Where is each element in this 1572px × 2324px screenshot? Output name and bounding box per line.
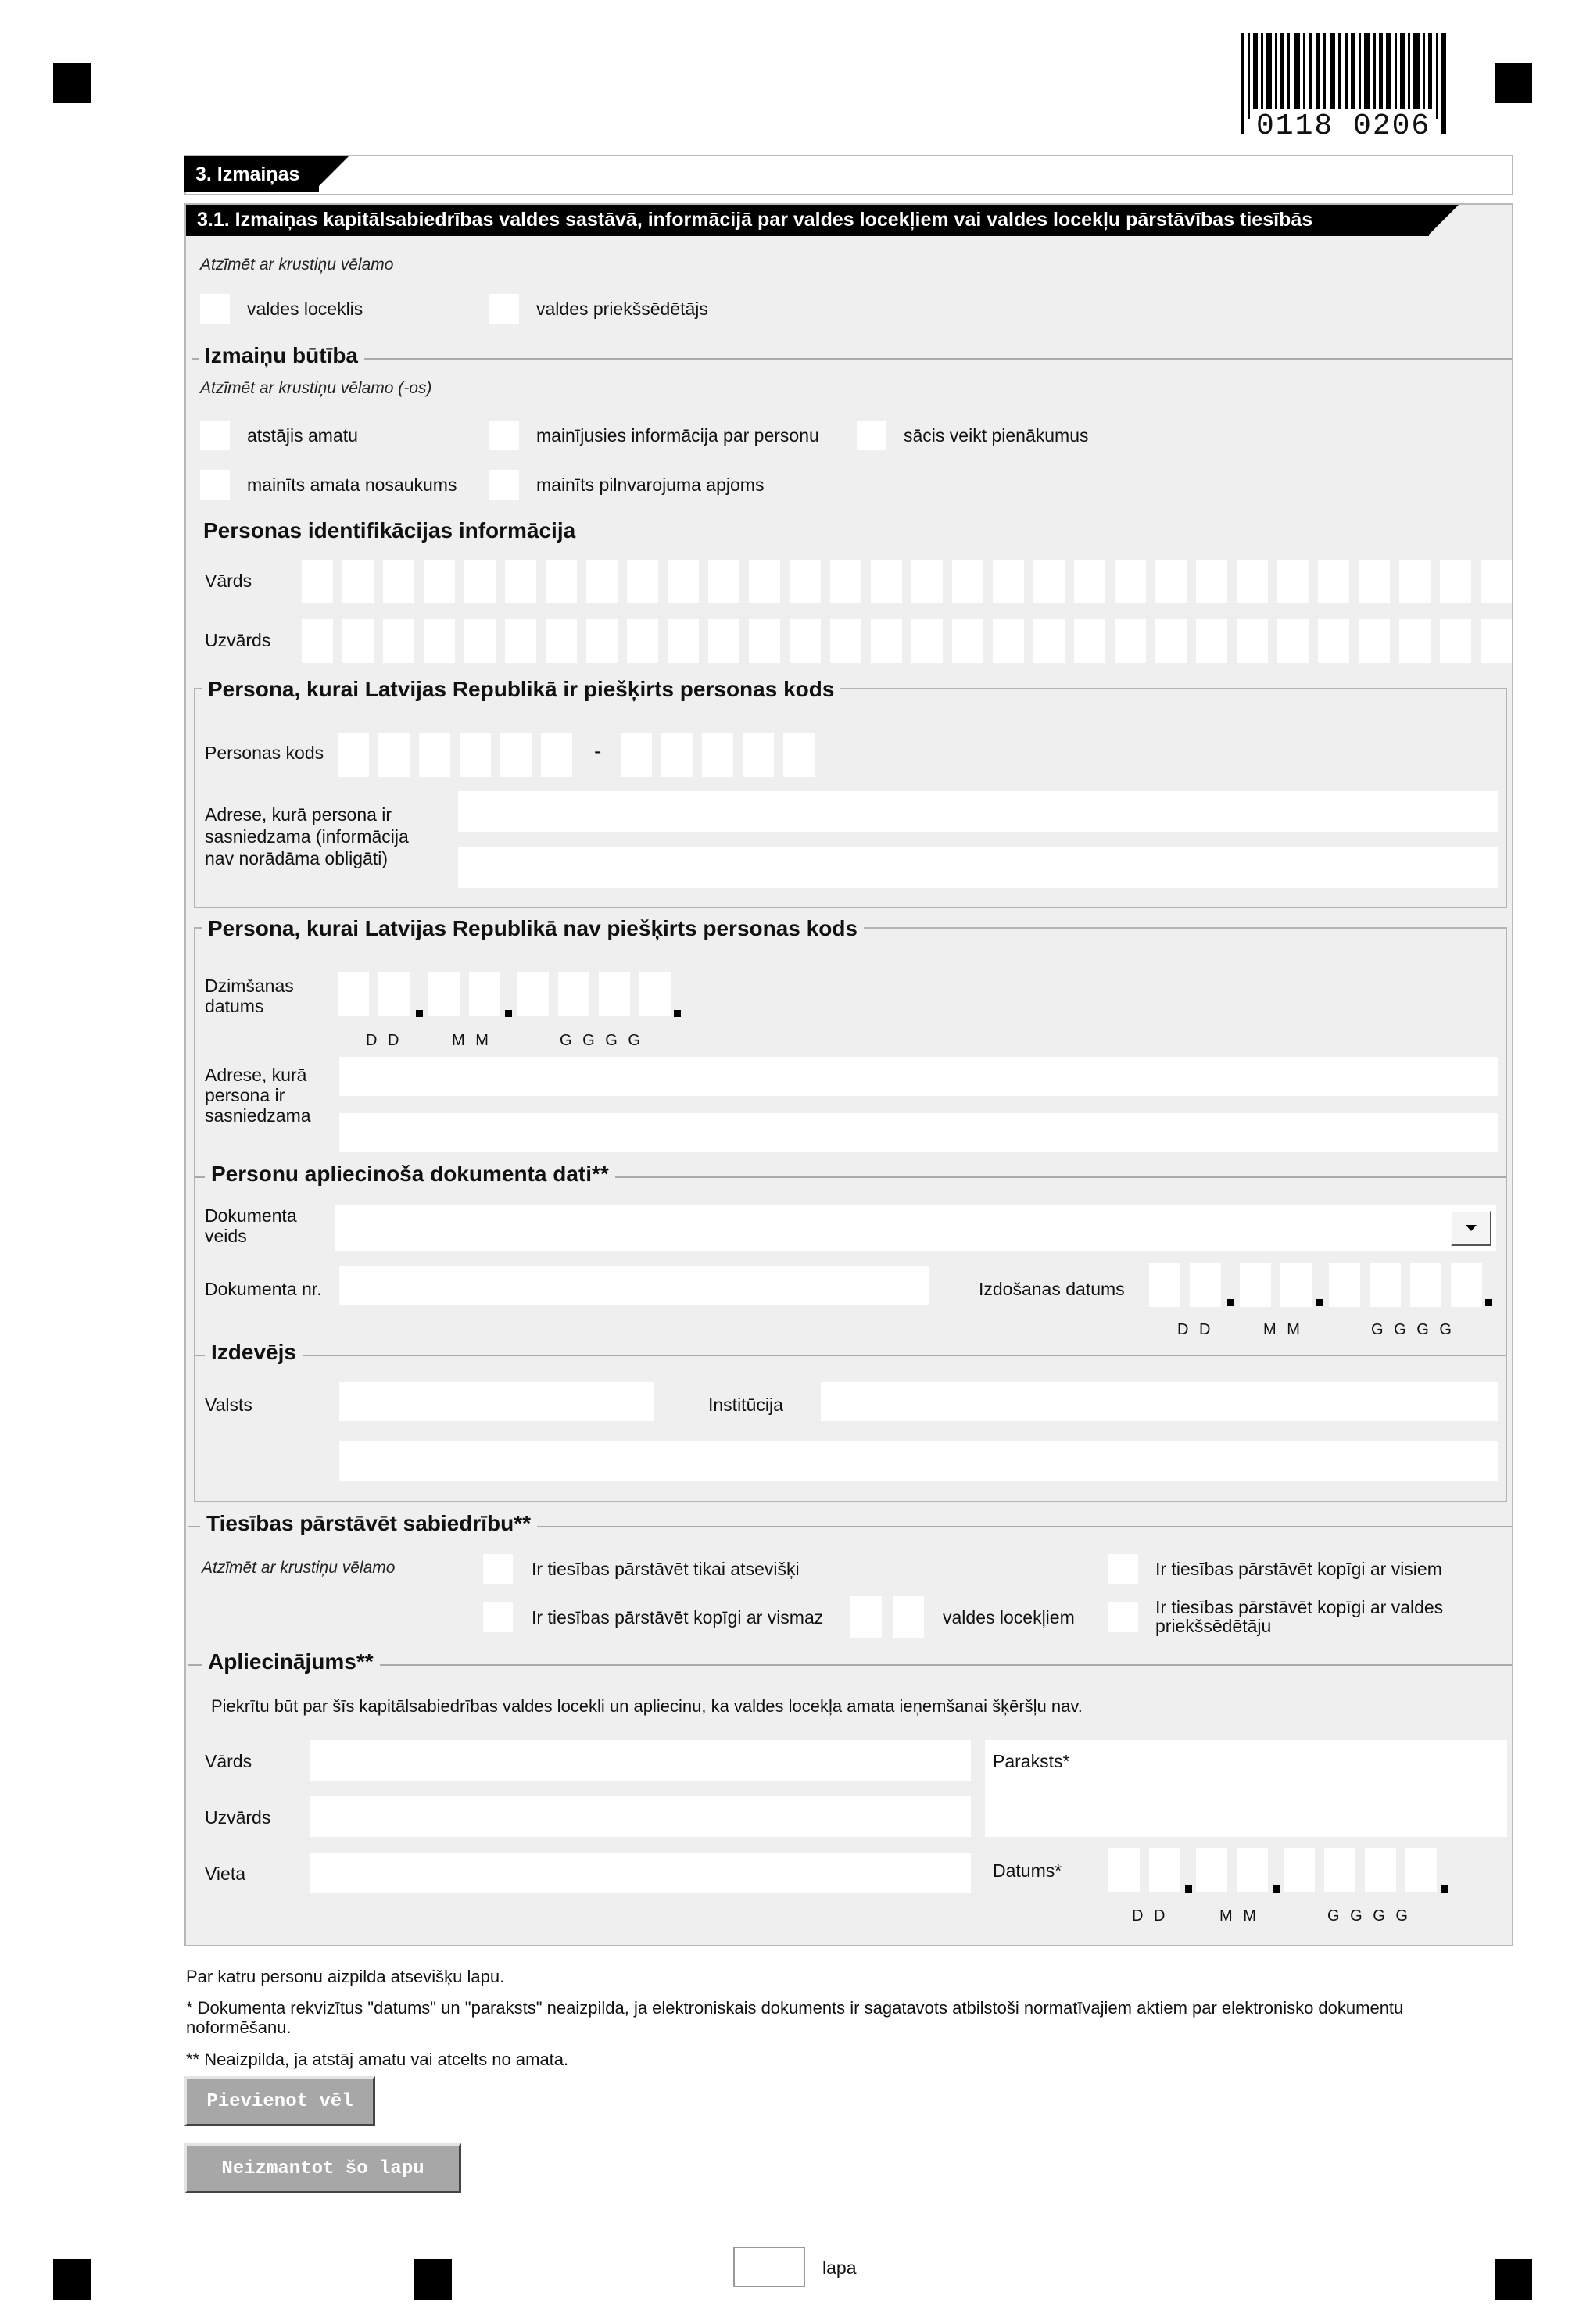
page-label: lapa (822, 2258, 857, 2278)
change-label-left-office: atstājis amatu (247, 425, 358, 446)
changes-divider (192, 358, 1512, 360)
role-hint: Atzīmēt ar krustiņu vēlamo (200, 256, 394, 274)
confirm-title: Apliecinājums** (202, 1649, 380, 1674)
rights-checkbox-all[interactable] (1108, 1554, 1138, 1584)
note-separate-page: Par katru personu aizpilda atsevišķu lapu. (186, 1967, 505, 1986)
note-single-star: * Dokumenta rekvizītus "datums" un "paraksts" neaizpilda, ja elektroniskais dokuments ir sagatavots atbilstoši normatīvajiem aktiem par elektronisko dokumentu noformēšanu. (186, 1998, 1404, 2037)
issue-dd-label: D D (1177, 1321, 1214, 1338)
confirm-divider (188, 1664, 1512, 1666)
institution-input-line2[interactable] (339, 1441, 1498, 1481)
first-name-cells[interactable] (302, 560, 1512, 603)
with-code-address-line2[interactable] (458, 847, 1498, 888)
confirm-day-cells[interactable] (1108, 1848, 1180, 1892)
change-checkbox-title-changed[interactable] (200, 470, 230, 500)
role-label-member: valdes loceklis (247, 299, 363, 319)
rights-hint: Atzīmēt ar krustiņu vēlamo (202, 1559, 396, 1577)
birth-dot-3 (674, 1010, 681, 1017)
birth-year-cells[interactable] (517, 972, 671, 1016)
last-name-cells[interactable] (302, 619, 1512, 663)
confirm-dot-2 (1273, 1885, 1280, 1893)
personal-code-dash: - (594, 739, 602, 763)
confirm-date-label: Datums* (993, 1860, 1062, 1881)
role-checkbox-chair[interactable] (489, 294, 519, 324)
document-type-select[interactable] (335, 1205, 1496, 1251)
barcode (1239, 33, 1454, 142)
without-code-address-line2[interactable] (339, 1113, 1498, 1152)
country-input[interactable] (339, 1382, 654, 1421)
issue-month-cells[interactable] (1240, 1263, 1312, 1307)
add-more-button[interactable]: Pievienot vēl (184, 2076, 375, 2126)
issue-day-cells[interactable] (1149, 1263, 1221, 1307)
change-label-started-duties: sācis veikt pienākumus (904, 425, 1089, 446)
confirm-last-name-label: Uzvārds (205, 1807, 271, 1828)
personal-code-second-cells[interactable] (621, 733, 815, 777)
changes-hint: Atzīmēt ar krustiņu vēlamo (-os) (200, 379, 432, 397)
without-code-address-label: Adrese, kurā persona ir sasniedzama (205, 1065, 311, 1126)
birth-date-label: Dzimšanas datums (205, 976, 294, 1016)
issuer-title: Izdevējs (205, 1340, 303, 1365)
registration-mark-bottom-left (53, 2259, 91, 2300)
change-checkbox-started-duties[interactable] (857, 421, 886, 450)
registration-mark-top-left (53, 63, 91, 103)
issue-mm-label: M M (1263, 1321, 1303, 1338)
confirm-first-name-input[interactable] (310, 1740, 971, 1781)
registration-mark-top-right (1495, 63, 1532, 103)
issue-yyyy-label: G G G G (1371, 1321, 1455, 1338)
confirm-mm-label: M M (1219, 1907, 1259, 1925)
birth-yyyy-label: G G G G (560, 1032, 643, 1049)
section-header-box (184, 155, 1513, 195)
birth-dd-label: D D (366, 1032, 403, 1049)
confirm-last-name-input[interactable] (310, 1796, 971, 1837)
identity-title: Personas identifikācijas informācija (197, 518, 582, 543)
chevron-down-icon (1466, 1225, 1477, 1231)
rights-atleast-count-cell-2[interactable] (893, 1596, 924, 1638)
birth-month-cells[interactable] (428, 972, 500, 1016)
birth-dot-1 (416, 1010, 423, 1017)
rights-checkbox-atleast[interactable] (483, 1602, 513, 1632)
confirm-month-cells[interactable] (1196, 1848, 1268, 1892)
rights-label-chair: Ir tiesības pārstāvēt kopīgi ar valdes priekšsēdētāju (1155, 1597, 1444, 1636)
without-code-address-line1[interactable] (339, 1057, 1498, 1096)
change-label-info-changed: mainījusies informācija par personu (536, 425, 819, 446)
registration-mark-bottom-middle (414, 2259, 452, 2300)
rights-title: Tiesības pārstāvēt sabiedrību** (200, 1511, 537, 1536)
without-code-title: Persona, kurai Latvijas Republikā nav piešķirts personas kods (202, 916, 864, 941)
document-number-input[interactable] (339, 1266, 929, 1305)
issue-year-cells[interactable] (1329, 1263, 1482, 1307)
document-type-dropdown-button[interactable] (1451, 1210, 1491, 1246)
signature-label: Paraksts* (993, 1751, 1070, 1771)
role-checkbox-member[interactable] (200, 294, 230, 324)
change-checkbox-left-office[interactable] (200, 421, 230, 450)
birth-day-cells[interactable] (338, 972, 410, 1016)
change-checkbox-info-changed[interactable] (489, 421, 519, 450)
rights-checkbox-alone[interactable] (483, 1554, 513, 1584)
institution-label: Institūcija (708, 1395, 783, 1415)
issue-dot-1 (1227, 1299, 1234, 1306)
document-type-label: Dokumenta veids (205, 1205, 297, 1246)
with-code-address-line1[interactable] (458, 791, 1498, 832)
confirm-year-cells[interactable] (1284, 1848, 1437, 1892)
rights-label-all: Ir tiesības pārstāvēt kopīgi ar visiem (1155, 1559, 1442, 1579)
confirm-yyyy-label: G G G G (1327, 1907, 1411, 1925)
dont-use-page-button[interactable]: Neizmantot šo lapu (184, 2143, 461, 2193)
note-double-star: ** Neaizpilda, ja atstāj amatu vai atcelts no amata. (186, 2050, 569, 2069)
birth-dot-2 (505, 1010, 512, 1017)
rights-label-alone: Ir tiesības pārstāvēt tikai atsevišķi (532, 1559, 800, 1579)
issue-date-label: Izdošanas datums (979, 1279, 1125, 1299)
rights-atleast-count-cell-1[interactable] (850, 1596, 882, 1638)
role-label-chair: valdes priekšsēdētājs (536, 299, 708, 319)
confirm-dd-label: D D (1132, 1907, 1169, 1925)
confirm-first-name-label: Vārds (205, 1751, 252, 1771)
country-label: Valsts (205, 1395, 252, 1415)
issue-dot-3 (1485, 1299, 1492, 1306)
personal-code-label: Personas kods (205, 743, 324, 763)
document-number-label: Dokumenta nr. (205, 1279, 322, 1299)
changes-title: Izmaiņu būtība (199, 343, 364, 368)
page-number-input[interactable] (733, 2247, 805, 2287)
rights-label-atleast: Ir tiesības pārstāvēt kopīgi ar vismaz (532, 1607, 824, 1628)
with-code-title: Persona, kurai Latvijas Republikā ir piešķirts personas kods (202, 677, 840, 702)
confirm-place-input[interactable] (310, 1853, 971, 1893)
confirm-place-label: Vieta (205, 1864, 246, 1884)
last-name-label: Uzvārds (205, 630, 271, 650)
change-label-mandate-changed: mainīts pilnvarojuma apjoms (536, 474, 765, 495)
rights-label-members: valdes locekļiem (943, 1607, 1075, 1628)
confirm-text: Piekrītu būt par šīs kapitālsabiedrības valdes locekli un apliecinu, ka valdes locekļa amata ieņemšanai šķēršļu nav. (211, 1696, 1083, 1716)
first-name-label: Vārds (205, 571, 252, 591)
change-checkbox-mandate-changed[interactable] (489, 470, 519, 500)
issue-dot-2 (1316, 1299, 1323, 1306)
rights-checkbox-chair[interactable] (1108, 1602, 1138, 1632)
personal-code-first-cells[interactable] (338, 733, 572, 777)
subsection-title: 3.1. Izmaiņas kapitālsabiedrības valdes sastāvā, informācijā par valdes locekļiem vai valdes locekļu pārstāvības tiesībās (186, 205, 1429, 236)
confirm-dot-1 (1185, 1885, 1192, 1893)
registration-mark-bottom-right (1495, 2259, 1532, 2300)
confirm-dot-3 (1441, 1885, 1448, 1893)
document-title: Personu apliecinoša dokumenta dati** (205, 1162, 615, 1187)
institution-input-line1[interactable] (821, 1382, 1498, 1421)
birth-mm-label: M M (452, 1032, 492, 1049)
issuer-divider (195, 1355, 1506, 1356)
with-code-address-label: Adrese, kurā persona ir sasniedzama (informācija nav norādāma obligāti) (205, 804, 409, 868)
change-label-title-changed: mainīts amata nosaukums (247, 474, 457, 495)
section-title: 3. Izmaiņas (184, 156, 319, 192)
barcode-number: 0118 0206 (1253, 109, 1434, 143)
